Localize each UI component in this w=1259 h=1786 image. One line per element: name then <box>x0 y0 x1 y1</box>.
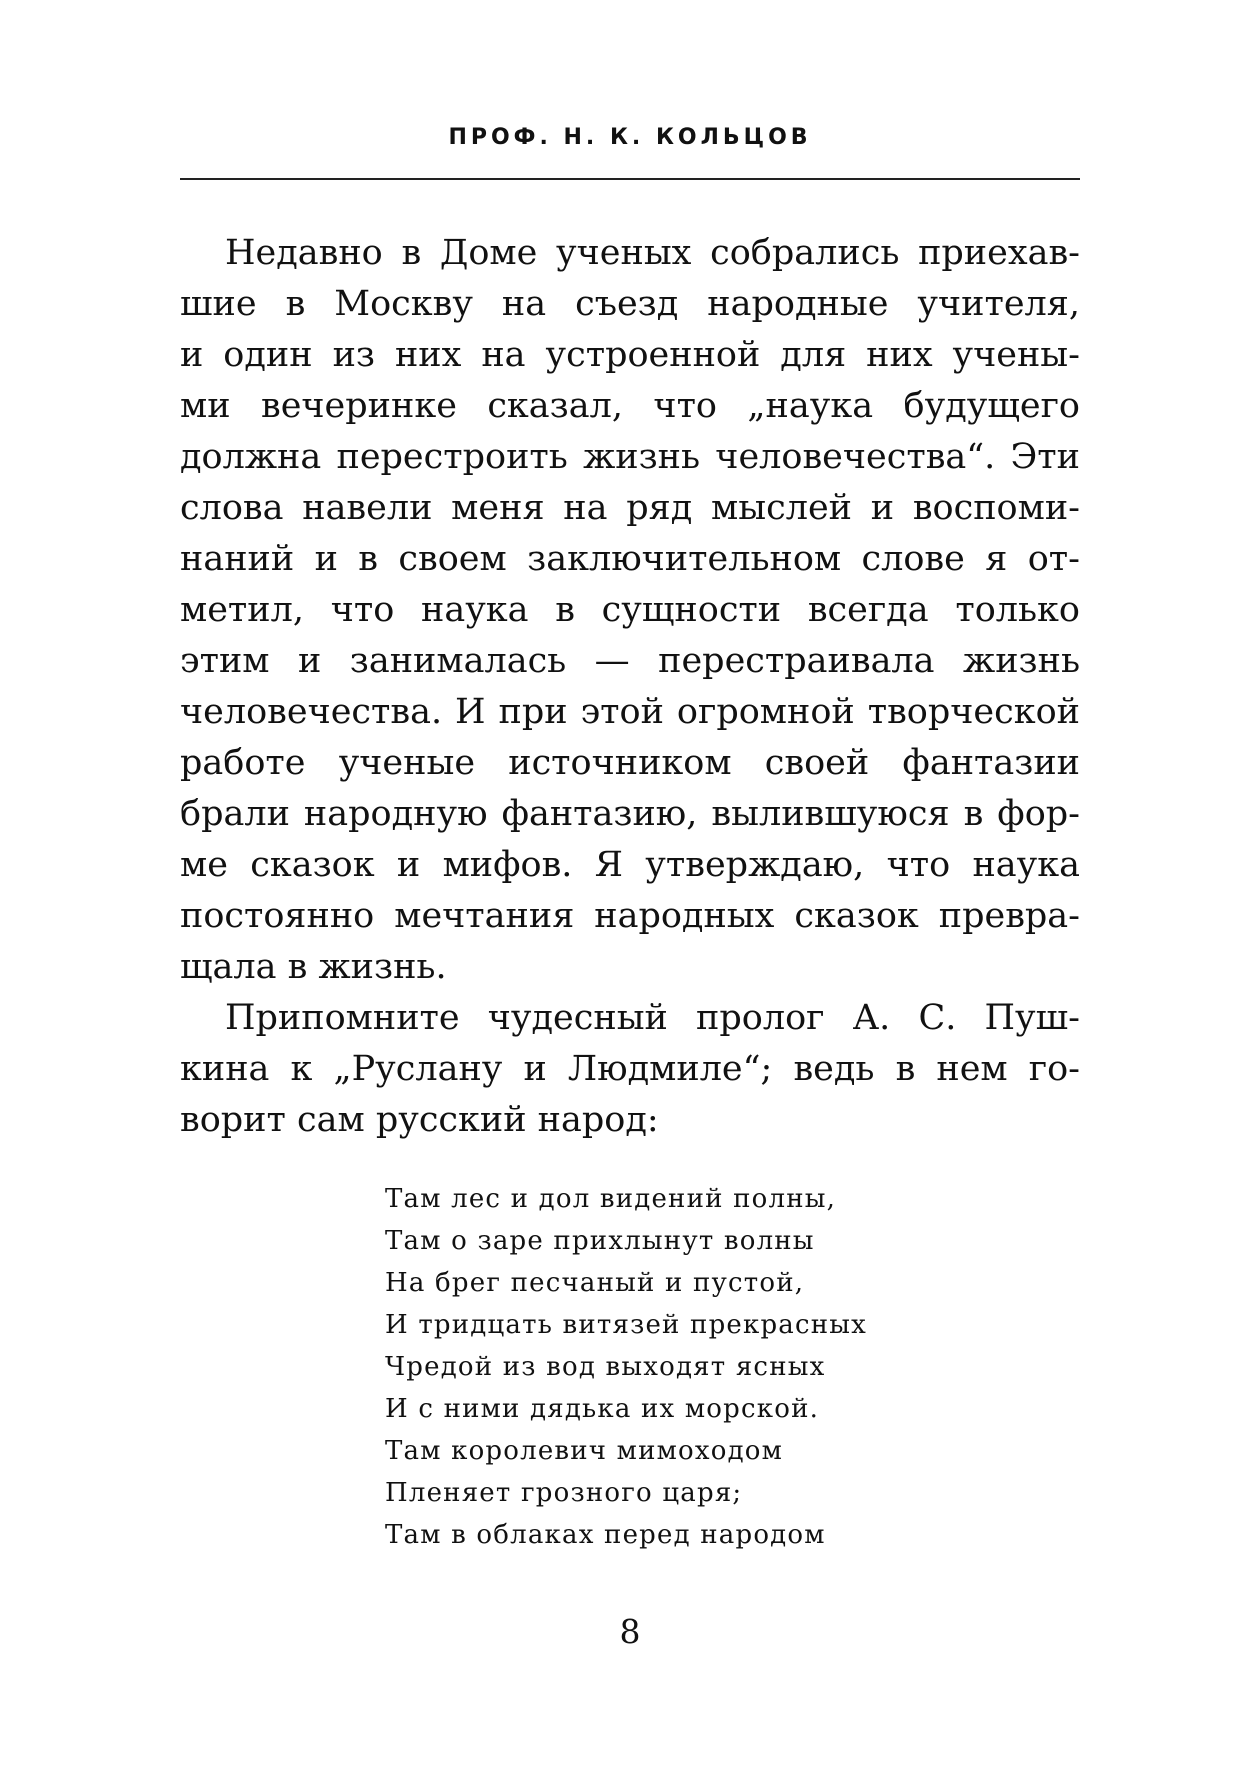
text-line: метил, что наука в сущности всегда только <box>180 590 1080 630</box>
verse-line: И тридцать витязей прекрасных <box>385 1310 868 1340</box>
verse-line: На брег песчаный и пустой, <box>385 1268 805 1298</box>
text-line: наний и в своем заключительном слове я от- <box>180 539 1080 579</box>
text-line: Припомните чудесный пролог А. С. Пуш- <box>225 998 1080 1038</box>
text-line: ворит сам русский народ: <box>180 1100 659 1140</box>
text-line: шие в Москву на съезд народные учителя, <box>180 284 1080 324</box>
text-line: работе ученые источником своей фантазии <box>180 743 1080 783</box>
body-text <box>180 228 1080 1146</box>
text-line: должна перестроить жизнь человечества“. Эти <box>180 437 1080 477</box>
verse-line: Там о заре прихлынут волны <box>385 1226 815 1256</box>
text-line: этим и занималась — перестраивала жизнь <box>180 641 1080 681</box>
text-line: брали народную фантазию, вылившуюся в фор- <box>180 794 1080 834</box>
text-line: Недавно в Доме ученых собрались приехав- <box>225 233 1080 273</box>
verse-quote <box>385 1178 945 1556</box>
text-line: ме сказок и мифов. Я утверждаю, что наука <box>180 845 1080 885</box>
verse-line: Там лес и дол видений полны, <box>385 1184 837 1214</box>
verse-line: Там королевич мимоходом <box>385 1436 784 1466</box>
paragraph-2 <box>180 993 1080 1146</box>
verse-line: Чредой из вод выходят ясных <box>385 1352 826 1382</box>
text-line: щала в жизнь. <box>180 947 447 987</box>
verse-line: И с ними дядька их морской. <box>385 1394 820 1424</box>
verse-line: Пленяет грозного царя; <box>385 1478 743 1508</box>
header-rule <box>180 178 1080 180</box>
page-number: 8 <box>619 1612 641 1651</box>
text-line: кина к „Руслану и Людмиле“; ведь в нем го- <box>180 1049 1080 1089</box>
verse-line: Там в облаках перед народом <box>385 1520 826 1550</box>
paragraph-1 <box>180 228 1080 993</box>
text-line: и один из них на устроенной для них учены- <box>180 335 1080 375</box>
running-header: ПРОФ. Н. К. КОЛЬЦОВ <box>448 125 812 150</box>
text-line: ми вечеринке сказал, что „наука будущего <box>180 386 1080 426</box>
text-line: постоянно мечтания народных сказок превра- <box>180 896 1080 936</box>
text-line: слова навели меня на ряд мыслей и воспоми- <box>180 488 1080 528</box>
text-line: человечества. И при этой огромной творческой <box>180 692 1080 732</box>
